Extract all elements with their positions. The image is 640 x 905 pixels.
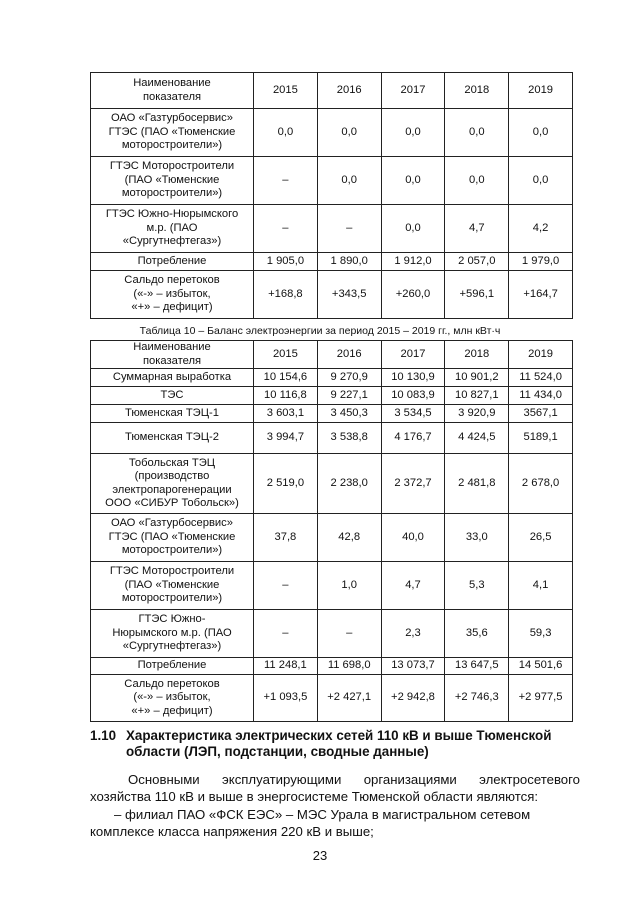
table-cell: 0,0 <box>317 109 381 157</box>
table-cell: 3 603,1 <box>254 405 318 423</box>
table-cell: 10 116,8 <box>254 387 318 405</box>
table-cell: +168,8 <box>254 271 318 319</box>
table-cell: 4,2 <box>509 205 573 253</box>
table-cell: 4 176,7 <box>381 423 445 454</box>
row-label: Тобольская ТЭЦ (производство электропарогенерации ООО «СИБУР Тобольск») <box>91 454 254 514</box>
table-cell: 2 057,0 <box>445 253 509 271</box>
table-cell: 0,0 <box>509 109 573 157</box>
balance-table-continued <box>90 72 573 319</box>
table-row <box>91 423 573 454</box>
table-cell: 10 083,9 <box>381 387 445 405</box>
table-cell: 13 073,7 <box>381 658 445 675</box>
table-header-row <box>91 341 573 369</box>
column-header: 2015 <box>254 73 318 109</box>
table-cell: 2,3 <box>381 610 445 658</box>
table-caption: Таблица 10 – Баланс электроэнергии за период 2015 – 2019 гг., млн кВт·ч <box>139 325 501 337</box>
row-label: Потребление <box>91 253 254 271</box>
table-cell: 10 130,9 <box>381 369 445 387</box>
table-cell: 37,8 <box>254 514 318 562</box>
table-cell: 33,0 <box>445 514 509 562</box>
row-label: Тюменская ТЭЦ-2 <box>91 423 254 454</box>
page-number: 23 <box>312 848 328 863</box>
table-cell: 11 524,0 <box>509 369 573 387</box>
table-cell: 3567,1 <box>509 405 573 423</box>
table-cell: 0,0 <box>381 205 445 253</box>
table-cell: 3 534,5 <box>381 405 445 423</box>
table-cell: 10 827,1 <box>445 387 509 405</box>
table-cell: 4,7 <box>381 562 445 610</box>
table-cell: 11 248,1 <box>254 658 318 675</box>
row-label: ГТЭС Моторостроители (ПАО «Тюменские моторостроители») <box>91 562 254 610</box>
table-header-row <box>91 73 573 109</box>
table-cell: 10 901,2 <box>445 369 509 387</box>
list-item: – филиал ПАО «ФСК ЕЭС» – МЭС Урала в магистральном сетевом комплексе класса напряжения 220 кВ и выше; <box>90 807 531 839</box>
table-cell: 2 519,0 <box>254 454 318 514</box>
table-cell: +260,0 <box>381 271 445 319</box>
column-header: Наименование показателя <box>91 73 254 109</box>
electricity-balance-table <box>90 340 573 722</box>
table-cell: 1 912,0 <box>381 253 445 271</box>
table-cell: 10 154,6 <box>254 369 318 387</box>
column-header: 2018 <box>445 73 509 109</box>
row-label: ОАО «Газтурбосервис» ГТЭС (ПАО «Тюменские моторостроители») <box>91 109 254 157</box>
table-cell: 14 501,6 <box>509 658 573 675</box>
table-cell: 3 450,3 <box>317 405 381 423</box>
row-label: Потребление <box>91 658 254 675</box>
column-header: Наименование показателя <box>91 341 254 369</box>
table-cell: 5,3 <box>445 562 509 610</box>
row-label: ГТЭС Моторостроители (ПАО «Тюменские моторостроители») <box>91 157 254 205</box>
table-row <box>91 271 573 319</box>
row-label: Сальдо перетоков («-» – избыток, «+» – дефицит) <box>91 271 254 319</box>
table-cell: +2 427,1 <box>317 675 381 722</box>
table-row <box>91 205 573 253</box>
table-cell: 2 678,0 <box>509 454 573 514</box>
table-cell: 0,0 <box>381 157 445 205</box>
table-cell: 9 270,9 <box>317 369 381 387</box>
row-label: ОАО «Газтурбосервис» ГТЭС (ПАО «Тюменские моторостроители») <box>91 514 254 562</box>
table-cell: 1,0 <box>317 562 381 610</box>
table-cell: 1 979,0 <box>509 253 573 271</box>
table-cell: +2 942,8 <box>381 675 445 722</box>
table-row <box>91 610 573 658</box>
row-label: Тюменская ТЭЦ-1 <box>91 405 254 423</box>
table-cell: 11 698,0 <box>317 658 381 675</box>
table-cell: 35,6 <box>445 610 509 658</box>
table-cell: +596,1 <box>445 271 509 319</box>
section-title: Характеристика электрических сетей 110 кВ и выше Тюменской области (ЛЭП, подстанции, сводные данные) <box>126 728 552 759</box>
table-cell: 59,3 <box>509 610 573 658</box>
table-cell: +2 746,3 <box>445 675 509 722</box>
table-cell: 13 647,5 <box>445 658 509 675</box>
table-cell: 4,1 <box>509 562 573 610</box>
section-number: 1.10 <box>90 728 117 743</box>
column-header: 2016 <box>317 341 381 369</box>
table-cell: 0,0 <box>381 109 445 157</box>
table-cell: 2 372,7 <box>381 454 445 514</box>
table-cell: +343,5 <box>317 271 381 319</box>
table-cell: 2 481,8 <box>445 454 509 514</box>
table-cell: 1 905,0 <box>254 253 318 271</box>
column-header: 2015 <box>254 341 318 369</box>
table-cell: 0,0 <box>445 109 509 157</box>
table-cell: 26,5 <box>509 514 573 562</box>
table-row <box>91 454 573 514</box>
table-cell: – <box>254 205 318 253</box>
table-row <box>91 658 573 675</box>
column-header: 2017 <box>381 73 445 109</box>
table-cell: 5189,1 <box>509 423 573 454</box>
table-cell: +164,7 <box>509 271 573 319</box>
table-cell: 3 994,7 <box>254 423 318 454</box>
table-cell: – <box>254 562 318 610</box>
table-row <box>91 514 573 562</box>
column-header: 2018 <box>445 341 509 369</box>
table-cell: 1 890,0 <box>317 253 381 271</box>
column-header: 2016 <box>317 73 381 109</box>
table-row <box>91 562 573 610</box>
column-header: 2019 <box>509 341 573 369</box>
table-row <box>91 253 573 271</box>
table-cell: 42,8 <box>317 514 381 562</box>
table-row <box>91 387 573 405</box>
body-paragraph: Основными эксплуатирующими организациями электросетевого хозяйства 110 кВ и выше в энергосистеме Тюменской области являются: <box>90 772 580 804</box>
table-cell: 3 538,8 <box>317 423 381 454</box>
table-cell: – <box>254 157 318 205</box>
table-cell: 4 424,5 <box>445 423 509 454</box>
table-row <box>91 369 573 387</box>
table-cell: – <box>317 610 381 658</box>
row-label: ГТЭС Южно- Нюрымского м.р. (ПАО «Сургутнефтегаз») <box>91 610 254 658</box>
table-row <box>91 675 573 722</box>
table-cell: 4,7 <box>445 205 509 253</box>
table-cell: 0,0 <box>254 109 318 157</box>
table-cell: 40,0 <box>381 514 445 562</box>
table-cell: +2 977,5 <box>509 675 573 722</box>
table-row <box>91 109 573 157</box>
row-label: Суммарная выработка <box>91 369 254 387</box>
row-label: ГТЭС Южно-Нюрымского м.р. (ПАО «Сургутнефтегаз») <box>91 205 254 253</box>
table-cell: 0,0 <box>445 157 509 205</box>
table-cell: 0,0 <box>317 157 381 205</box>
table-cell: 11 434,0 <box>509 387 573 405</box>
table-cell: 3 920,9 <box>445 405 509 423</box>
table-cell: 2 238,0 <box>317 454 381 514</box>
row-label: ТЭС <box>91 387 254 405</box>
column-header: 2017 <box>381 341 445 369</box>
column-header: 2019 <box>509 73 573 109</box>
table-cell: 0,0 <box>509 157 573 205</box>
table-cell: – <box>317 205 381 253</box>
table-cell: – <box>254 610 318 658</box>
table-cell: +1 093,5 <box>254 675 318 722</box>
row-label: Сальдо перетоков («-» – избыток, «+» – дефицит) <box>91 675 254 722</box>
table-row <box>91 405 573 423</box>
table-row <box>91 157 573 205</box>
table-cell: 9 227,1 <box>317 387 381 405</box>
